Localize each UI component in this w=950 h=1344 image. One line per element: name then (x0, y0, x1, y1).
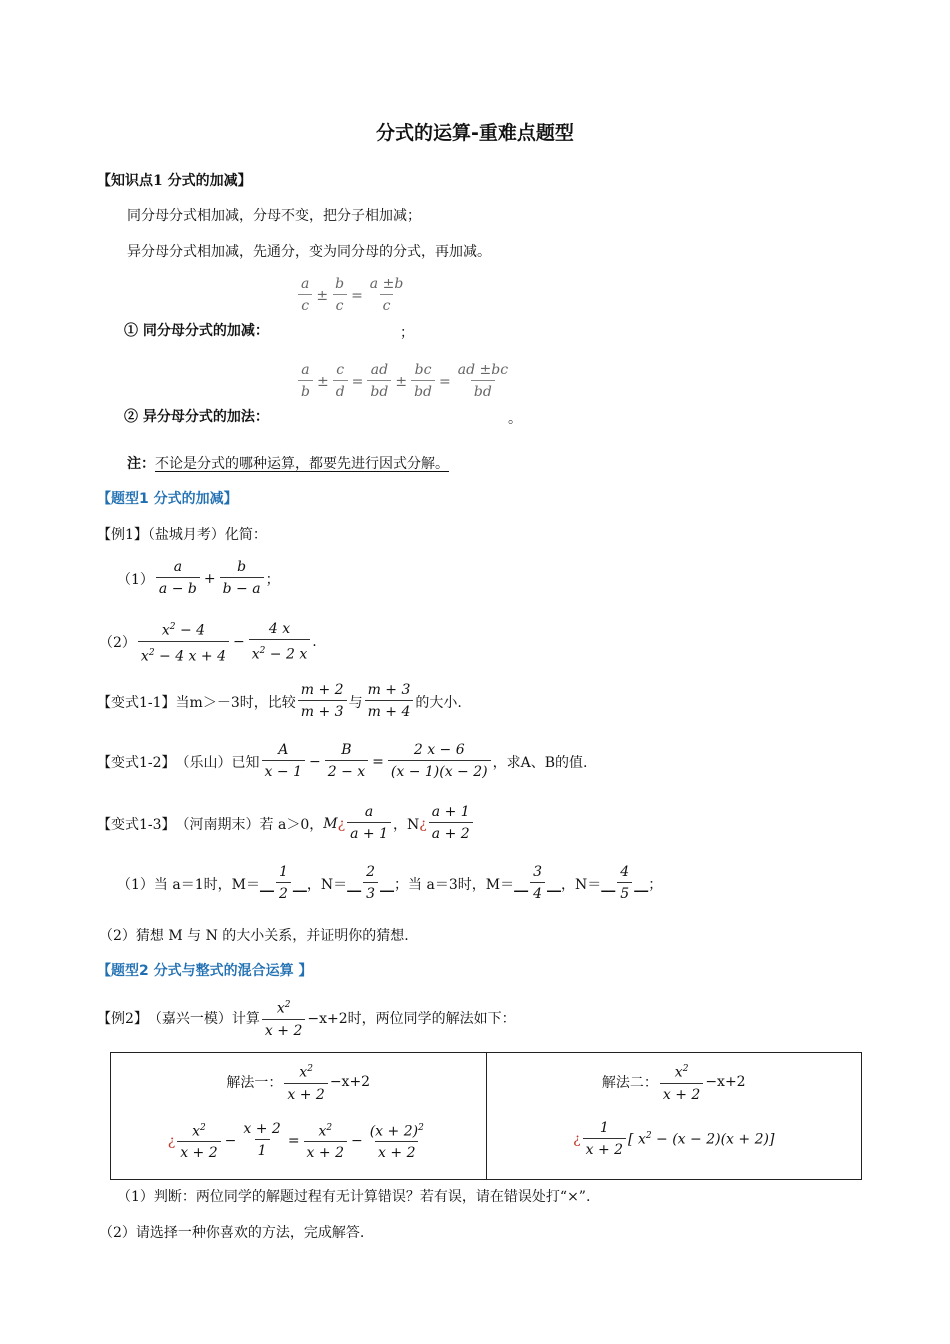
rule1-end: ； (400, 325, 414, 341)
v3-q1-mid: ；当 a＝3时，M＝ (394, 876, 515, 893)
q2-label: （2） (99, 635, 136, 652)
v2-end: ，求A、B的值. (492, 754, 588, 771)
example2-q2: （2）请选择一种你喜欢的方法，完成解答. (99, 1225, 365, 1241)
question1-1: （1） $\frac{a}{a - b}$ + $\frac{b}{b - a}$ ； (117, 557, 280, 600)
ans-N3-num: 4 (620, 864, 630, 880)
glyph-mark: ¿ (573, 1131, 581, 1148)
v3-q1-N: ，N＝ (306, 876, 348, 893)
note (127, 453, 449, 473)
q1-end: ； (265, 571, 280, 588)
type1-heading: 【题型1 分式的加减】 (97, 491, 238, 507)
example1-text: （盐城月考）化简： (147, 527, 267, 543)
example1-label: 【例1】 (97, 527, 148, 543)
type2-heading: 【题型2 分式与整式的混合运算 】 (97, 963, 313, 979)
v1-end: 的大小. (415, 694, 462, 711)
knowledge-line-1: 同分母分式相加减，分母不变，把分子相加减； (127, 208, 421, 224)
ans-N1-den: 3 (363, 882, 378, 905)
rule1-label: ① 同分母分式的加减： (124, 323, 269, 339)
v2-label: 【变式1-2】 (97, 754, 176, 771)
rule2-end: 。 (508, 411, 522, 427)
variant1-1: 【变式1-1】 当 m＞－3时，比较 $\frac{m + 2}{m + 3}$ 与 $\frac{m + 3}{m + 4}$ 的大小. (97, 680, 462, 723)
ex2-label: 【例2】 (97, 1011, 148, 1028)
note-text: 不论是分式的哪种运算，都要先进行因式分解。 (155, 456, 449, 472)
note-label: 注： (127, 456, 155, 472)
method1-tail: −x+2 (329, 1074, 371, 1091)
rule1-formula: $\frac{a}{c}$ ± $\frac{b}{c}$ = $\frac{a \pm b}{c}$ (296, 274, 408, 317)
ans-M1-num: 1 (278, 864, 288, 880)
page-title: 分式的运算-重难点题型 (376, 122, 574, 144)
glyph-mark: ¿ (167, 1132, 176, 1149)
solutions-table (110, 1052, 862, 1180)
method1-label: 解法一： (226, 1075, 283, 1092)
v3-q1-end: ； (648, 876, 663, 893)
v2-pre: （乐山）已知 (175, 754, 260, 771)
example2-q1: （1）判断：两位同学的解题过程有无计算错误？若有误，请在错误处打“×”. (117, 1189, 591, 1205)
example1 (97, 524, 267, 544)
knowledge-heading: 【知识点1 分式的加减】 (97, 173, 252, 189)
v1-label: 【变式1-1】 (97, 694, 176, 711)
v3-q1-label: （1）当 a＝1时，M＝ (117, 876, 260, 893)
ans-M3-den: 4 (530, 882, 545, 905)
knowledge-line-2: 异分母分式相加减，先通分，变为同分母的分式，再加减。 (127, 244, 491, 260)
v1-pre: 当 (175, 694, 190, 711)
rule2-formula: $\frac{a}{b}$ ± $\frac{c}{d}$ = $\frac{ad}{bd}$ ± $\frac{bc}{bd}$ = $\frac{ad \pm bc}{bd}$ (296, 360, 513, 403)
variant1-2: 【变式1-2】 （乐山）已知 $\frac{A}{x - 1}$ − $\frac{B}{2 - x}$ = $\frac{2 x - 6}{(x - 1)(x - 2)}$ ，求A、B的值. (97, 740, 587, 783)
question1-2: （2） $\frac{x^2 - 4}{x^2 - 4 x + 4}$ − $\frac{4 x}{x^2 - 2 x}$ . (99, 617, 317, 667)
method2-label: 解法二： (601, 1075, 658, 1092)
v3-N: ，N (393, 816, 420, 833)
v1-cond: m＞－3时，比较 (189, 694, 296, 711)
variant1-3-q1: （1）当 a＝1时，M＝ __ $\frac{1}{2}$ __ ，N＝ __ $\frac{2}{3}$ __ ；当 a＝3时，M＝ __ $\frac{3}{4}$ __ ，N＝ __ $\frac{4}{5}$ __ ； (117, 862, 662, 905)
solution-2-cell: 解法二： $\frac{x^2}{x + 2}$ −x+2 ¿ $\frac{1}{x + 2}$ [ $x^2 - (x - 2)(x + 2)$] (486, 1053, 862, 1180)
glyph-mark: ¿ (337, 815, 346, 832)
v3-q1-N2: ，N＝ (561, 876, 602, 893)
ans-N3-den: 5 (617, 882, 632, 905)
ex2-pre: （嘉兴一模）计算 (147, 1011, 260, 1028)
ans-M3-num: 3 (533, 864, 543, 880)
v1-mid: 与 (348, 694, 363, 711)
variant1-3: 【变式1-3】 （河南期末）若 a＞0， M ¿ $\frac{a}{a + 1}$ ，N ¿ $\frac{a + 1}{a + 2}$ (97, 802, 475, 845)
v3-pre: （河南期末）若 a＞0， (175, 816, 324, 833)
solution-1-cell: 解法一： $\frac{x^2}{x + 2}$ −x+2 ¿ $\frac{x^2}{x + 2}$ − $\frac{x + 2}{1}$ = $\frac{x^2}{x + 2}$ − $\frac{(x + 2)^2}{x + 2}$ (111, 1053, 487, 1180)
glyph-mark: ¿ (419, 815, 427, 832)
ex2-end: −x+2时，两位同学的解法如下： (307, 1011, 516, 1028)
q1-label: （1） (117, 571, 154, 588)
v3-label: 【变式1-3】 (97, 816, 176, 833)
example2: 【例2】 （嘉兴一模）计算 $\frac{x^2}{x + 2}$ −x+2时，两位同学的解法如下： (97, 995, 516, 1042)
q2-end: . (312, 634, 317, 651)
method2-tail: −x+2 (705, 1074, 746, 1091)
variant1-3-q2: （2）猜想 M 与 N 的大小关系，并证明你的猜想. (99, 928, 409, 944)
ans-M1-den: 2 (276, 882, 291, 905)
rule2-label: ② 异分母分式的加法： (124, 409, 269, 425)
v3-M: M (323, 815, 338, 832)
ans-N1-num: 2 (366, 864, 376, 880)
